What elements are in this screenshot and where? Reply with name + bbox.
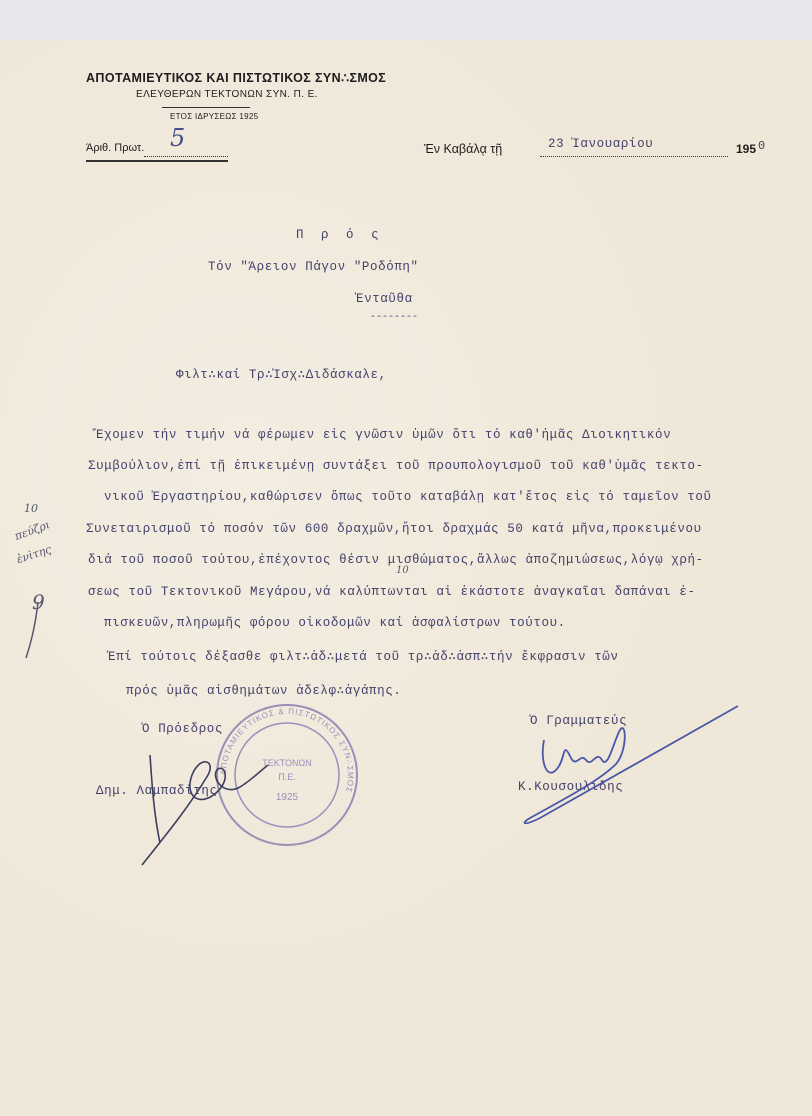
president-signature <box>130 735 280 875</box>
stamp-ring-text: ΑΠΟΤΑΜΙΕΥΤΙΚΟΣ & ΠΙΣΤΩΤΙΚΟΣ ΣΥΝ∴ΣΜΟΣ <box>218 706 356 795</box>
document-page <box>0 40 812 1116</box>
margin-note: 9 <box>32 590 45 614</box>
date-value: 23 Ἰανουαρίου <box>548 137 654 151</box>
recipient-location: Ἐνταῦθα <box>356 292 413 306</box>
margin-note: 10 <box>24 502 38 515</box>
year-handwritten: 0 <box>758 139 766 153</box>
interlinear-note: 10 <box>396 565 409 576</box>
letterhead-founding-year: ΕΤΟΣ ΙΔΡΥΣΕΩΣ 1925 <box>170 112 259 121</box>
date-dotted-line <box>540 156 728 157</box>
body-line: πρός ὑμᾶς αἰσθημάτων ἀδελφ∴ἀγάπης. <box>126 684 402 698</box>
recipient-name: Τόν "Άρειον Πάγον "Ροδόπη" <box>208 260 419 274</box>
secretary-name: Κ.Κουσουλίδης <box>518 780 624 794</box>
margin-note: πεύζρι <box>12 518 52 543</box>
margin-stroke <box>20 600 50 660</box>
protocol-underline <box>86 160 228 162</box>
protocol-label: Άριθ. Πρωτ. <box>86 142 145 154</box>
recipient-underline: -------- <box>370 312 419 323</box>
secretary-title: Ὁ Γραμματεύς <box>530 714 628 728</box>
president-name: Δημ. Λαμπαδίτης <box>96 784 218 798</box>
year-printed: 195 <box>736 142 757 156</box>
stamp-year: 1925 <box>275 792 299 803</box>
margin-note: ἐνὶτης <box>14 542 53 567</box>
secretary-signature <box>510 700 750 830</box>
letterhead-org-subtitle: ΕΛΕΥΘΕΡΩΝ ΤΕΚΤΟΝΩΝ ΣΥΝ. Π. Ε. <box>136 89 318 100</box>
recipient-heading: Π ρ ό ς <box>296 228 384 242</box>
body-line: νικοῦ Ἐργαστηρίου,καθώρισεν ὅπως τοῦτο καταβάλῃ κατ'ἔτος εἰς τό ταμεῖον τοῦ <box>104 490 712 504</box>
body-line: πισκευῶν,πληρωμῆς φόρου οἰκοδομῶν καί ἀσφαλίστρων τούτου. <box>104 616 566 630</box>
scan-top-margin <box>0 0 812 41</box>
place-label: Έν Καβάλᾳ τῇ <box>424 142 503 156</box>
body-line: Ἐπί τούτοις δέξασθε φιλτ∴ἀδ∴μετά τοῦ τρ∴ἀδ∴ἀσπ∴τήν ἔκφρασιν τῶν <box>108 650 619 664</box>
stamp-inner-line2: Π.Ε. <box>278 772 296 782</box>
letterhead-divider <box>162 107 250 108</box>
letterhead-org-name: ΑΠΟΤΑΜΙΕΥΤΙΚΟΣ ΚΑΙ ΠΙΣΤΩΤΙΚΟΣ ΣΥΝ∴ΣΜΟΣ <box>86 71 387 85</box>
body-line: διά τοῦ ποσοῦ τούτου,ἐπέχοντος θέσιν μισθώματος,ἄλλως ἀποζημιώσεως,λόγῳ χρή- <box>88 553 704 567</box>
protocol-number: 5 <box>170 124 186 152</box>
body-line: Ἔχομεν τήν τιμήν νά φέρωμεν εἰς γνῶσιν ὑμῶν ὅτι τό καθ'ἡμᾶς Διοικητικόν <box>96 428 672 442</box>
body-line: σεως τοῦ Τεκτονικοῦ Μεγάρου,νά καλύπτωνται αἱ ἑκάστοτε ἀναγκαῖαι δαπάναι ἐ- <box>88 585 696 599</box>
salutation: Φιλτ∴καί Τρ∴Ἰσχ∴Διδάσκαλε, <box>176 368 387 382</box>
body-line: Συνεταιρισμοῦ τό ποσόν τῶν 600 δραχμῶν,ἤτοι δραχμάς 50 κατά μῆνα,προκειμένου <box>86 522 702 536</box>
stamp-inner-line1: ΤΕΚΤΟΝΩΝ <box>262 758 312 768</box>
president-title: Ὁ Πρόεδρος <box>142 722 224 736</box>
body-line: Συμβούλιον,ἐπί τῇ ἐπικειμένῃ συντάξει τοῦ προυπολογισμοῦ τοῦ καθ'ὑμᾶς τεκτο- <box>88 459 704 473</box>
protocol-dotted-line <box>144 156 228 158</box>
